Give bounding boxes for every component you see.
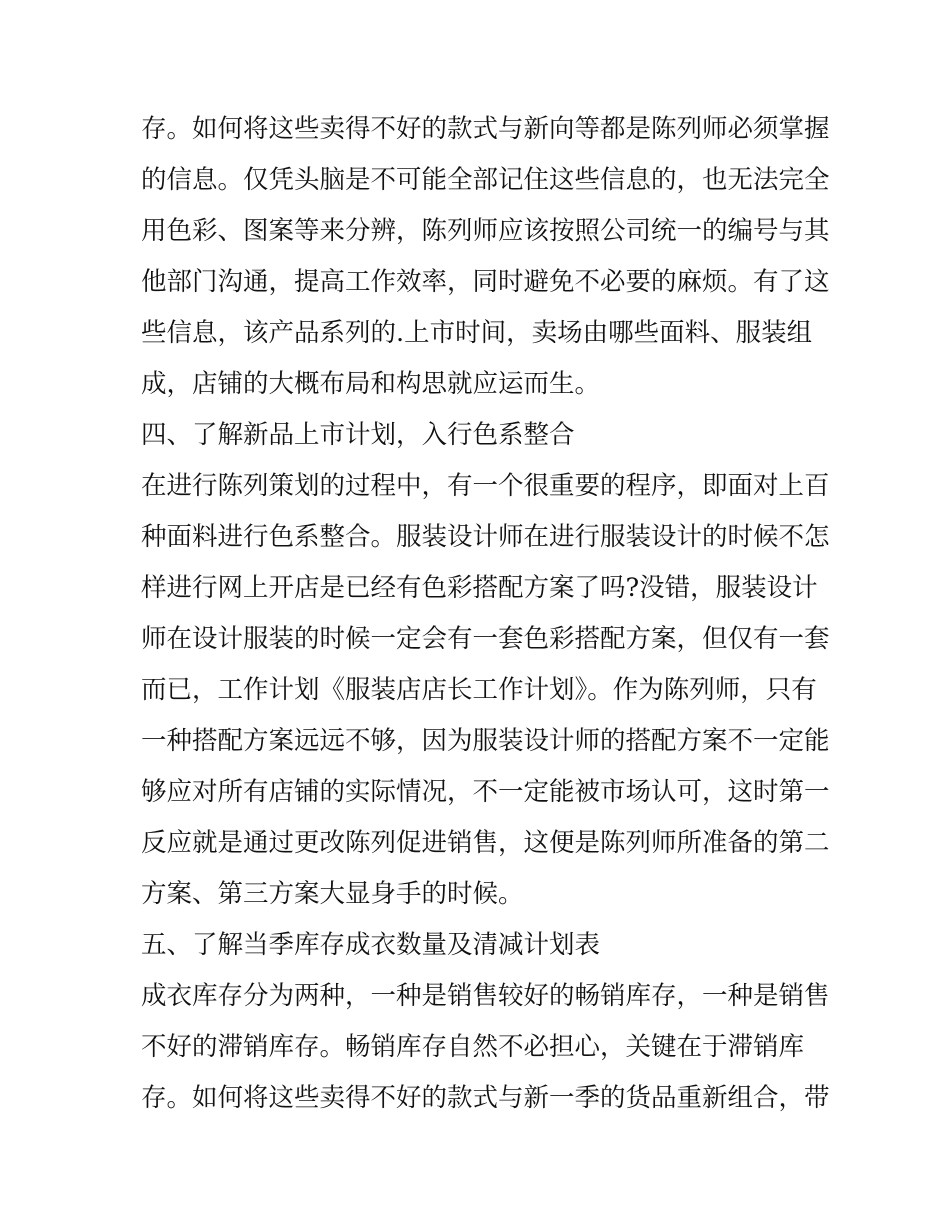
text-line: 一种搭配方案远远不够，因为服装设计师的搭配方案不一定能	[141, 726, 830, 756]
text-line: 样进行网上开店是已经有色彩搭配方案了吗?没错，服装设计	[141, 573, 818, 603]
text-line: 成衣库存分为两种，一种是销售较好的畅销库存，一种是销售	[141, 981, 830, 1011]
text-line: 用色彩、图案等来分辨，陈列师应该按照公司统一的编号与其	[141, 216, 830, 246]
text-line: 而已，工作计划《服装店店长工作计划》。作为陈列师，只有	[141, 675, 817, 705]
text-line: 他部门沟通，提高工作效率，同时避免不必要的麻烦。有了这	[141, 267, 830, 297]
text-line: 存。如何将这些卖得不好的款式与新向等都是陈列师必须掌握	[141, 114, 830, 144]
text-line: 反应就是通过更改陈列促进销售，这便是陈列师所准备的第二	[141, 828, 830, 858]
section-heading: 五、了解当季库存成衣数量及清减计划表	[141, 930, 601, 960]
text-line: 师在设计服装的时候一定会有一套色彩搭配方案，但仅有一套	[141, 624, 830, 654]
text-line: 的信息。仅凭头脑是不可能全部记住这些信息的，也无法完全	[141, 165, 830, 195]
text-line: 存。如何将这些卖得不好的款式与新一季的货品重新组合，带	[141, 1083, 830, 1113]
text-line: 些信息，该产品系列的.上市时间，卖场由哪些面料、服装组	[141, 318, 813, 348]
document-body	[141, 104, 830, 1124]
text-line: 够应对所有店铺的实际情况，不一定能被市场认可，这时第一	[141, 777, 830, 807]
text-line: 成，店铺的大概布局和构思就应运而生。	[141, 369, 601, 399]
text-line: 方案、第三方案大显身手的时候。	[141, 879, 524, 909]
section-heading: 四、了解新品上市计划，入行色系整合	[141, 420, 575, 450]
text-line: 不好的滞销库存。畅销库存自然不必担心，关键在于滞销库	[141, 1032, 805, 1062]
text-line: 在进行陈列策划的过程中，有一个很重要的程序，即面对上百	[141, 471, 830, 501]
text-line: 种面料进行色系整合。服装设计师在进行服装设计的时候不怎	[141, 522, 830, 552]
